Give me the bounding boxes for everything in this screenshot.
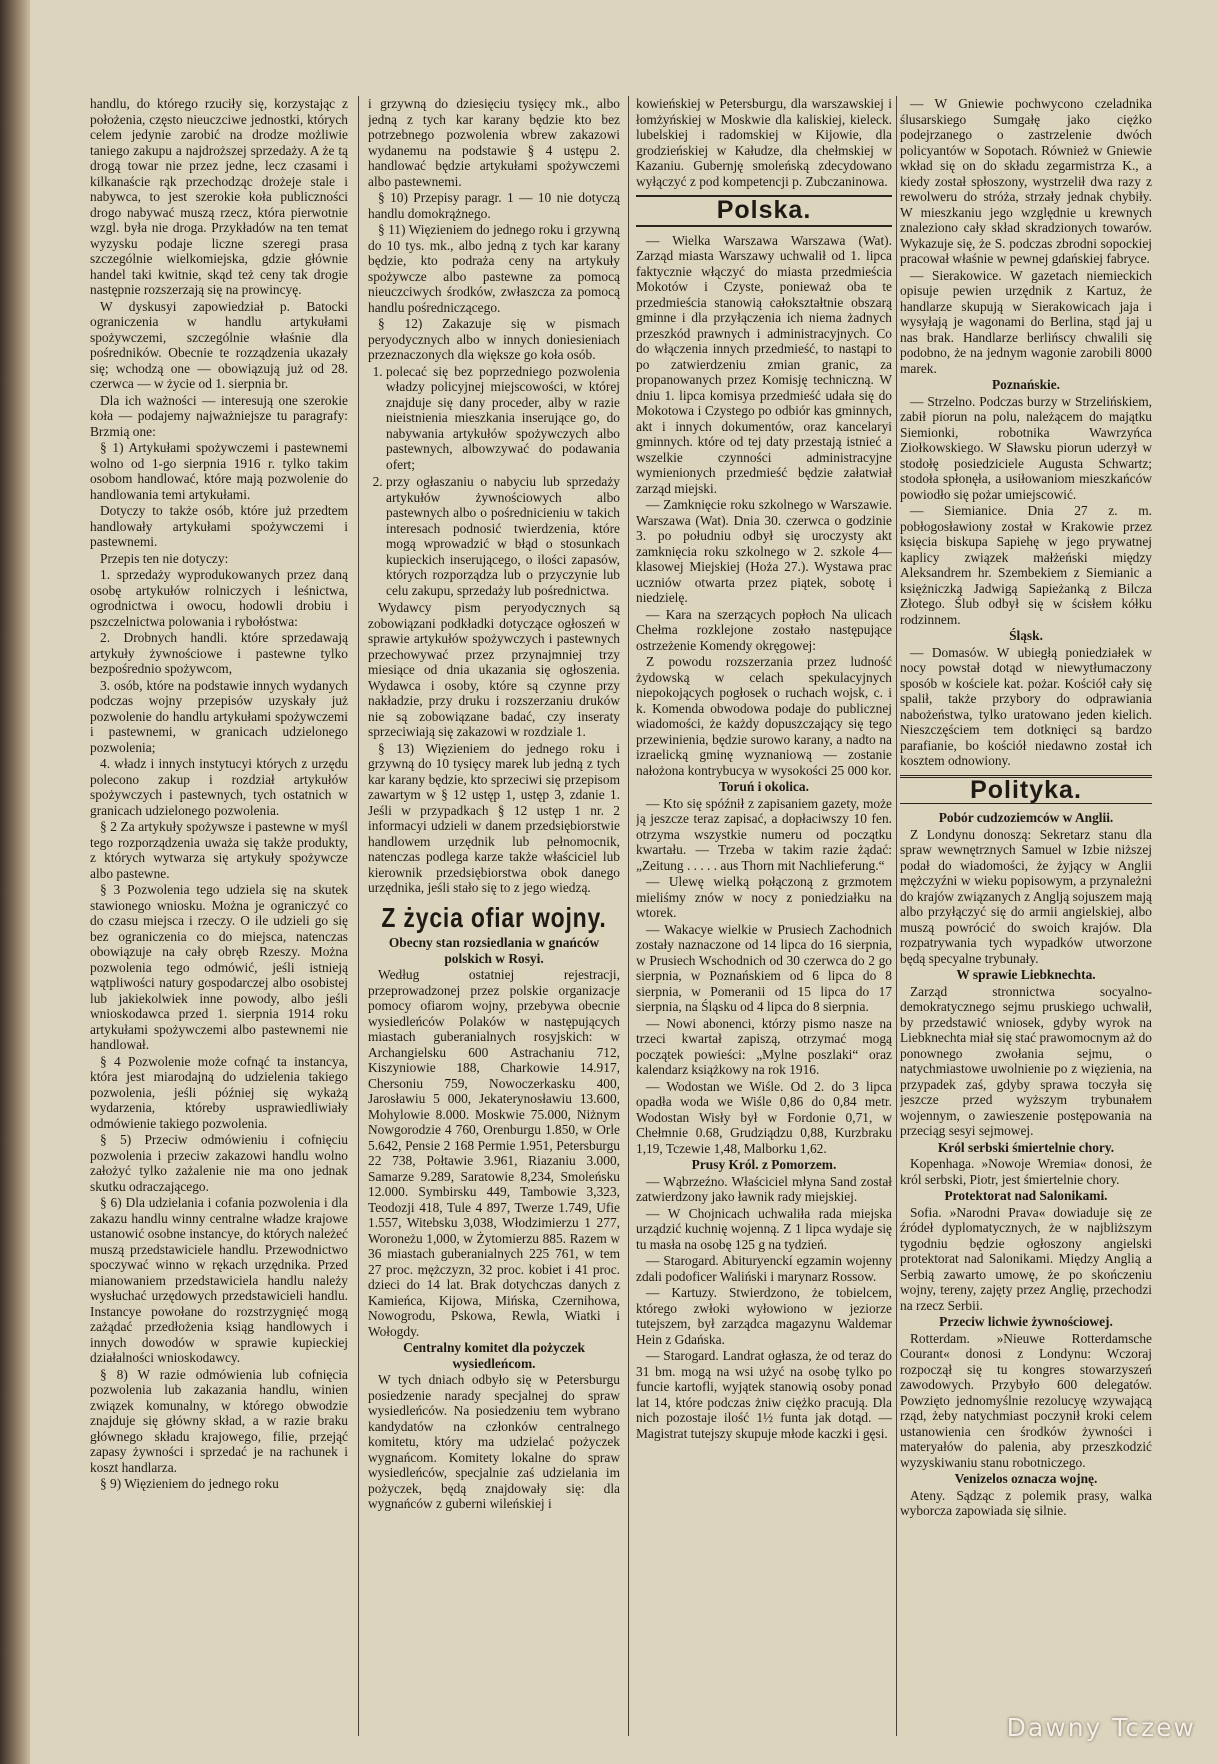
column-1 bbox=[90, 96, 348, 1746]
paragraph: 4. władz i innych instytucyi których z urzędu polecono zakup i rozdział artykułów spożywczych i pastewnych, tych ostatnich w granicach udzielonego pozwolenia. bbox=[90, 756, 348, 818]
article-subheading: Pobór cudzoziemców w Anglii. bbox=[938, 810, 1114, 825]
paragraph: — Kto się spóźnił z zapisaniem gazety, może ją jeszcze teraz zapisać, a dopłaciwszy 10 fen. otrzyma wszystkie numeru od początku kwartału. — Trzeba w takim razie żądać: „Zeitung . . . . . aus Thorn mit Nachlieferung.“ bbox=[636, 795, 892, 873]
article-subheading: Venizelos oznacza wojnę. bbox=[954, 1471, 1098, 1486]
list-item: 1. polecać się bez poprzedniego pozwolenia władzy policyjnej miejscowości, w której znajduje się dany proceder, alby w razie nieistnienia mieszkania inserujące go, do nabywania artykułów spożywczych albo pastewnych, albowzywać do podawania ofert; bbox=[386, 364, 620, 473]
paragraph: kowieńskiej w Petersburgu, dla warszawskiej i łomżyńskiej w Moskwie dla kaliskiej, kieleck. lubelskiej i radomskiej w Kijowie, dla grodzieńskiej w Kałudze, dla chełmskiej w Kazaniu. Gubernję smoleńską zdecydowano wyłączyć z pod kompetencji p. Zubczaninowa. bbox=[636, 96, 892, 189]
paragraph: § 11) Więzieniem do jednego roku i grzywną do 10 tys. mk., albo jedną z tych kar karany będzie, kto podraża ceny na artykuły spożywcze albo pastewne za pomocą nieuczciwych środków, zwłaszcza za pomocą handlu pośredniczącego. bbox=[368, 222, 620, 315]
paragraph: § 13) Więzieniem do jednego roku i grzywną do 10 tysięcy marek lub jedną z tych kar karany będzie, kto sprzeciwi się przepisom zawartym w § 12 ustęp 1, ustęp 3, zdanie 1. Jeśli w przypadkach § 12 ustęp 1 nr. 2 informacyi udzieli w danem przedsiębiorstwie handlowem urzędnik lub pełnomocnik, natenczas podlega karze także właściciel lub kierownik przedsiębiorstwa obok danego urzędnika, jeśli stało się to z jego wiedzą. bbox=[368, 740, 620, 895]
paragraph: Sofia. »Narodni Prava« dowiaduje się ze źródeł dyplomatycznych, że w najbliższym tygodniu będzie ogłoszony angielski protektorat nad Salonikami. Między Anglią a Serbią zawarto umowę, że po skończeniu wojny, tereny, zajęty przez Anglię, przechodzi na rzecz Serbii. bbox=[900, 1204, 1152, 1313]
article-subheading: Król serbski śmiertelnie chory. bbox=[937, 1139, 1115, 1155]
paragraph: — Wielka Warszawa Warszawa (Wat). Zarząd miasta Warszawy uchwalił od 1. lipca faktycznie włączyć do miasta przedmieścia Mokotów i Czyste, ponieważ oba te przedmieścia stanowią całokształtnie obszarą gminne i dla przyłączenia ich niema żadnych przeszkód prawnych i administracyjnych. Co do włączenia innych przedmieść, to nastąpi to po zatwierdzeniu zmian granic, za propanowanych przez Komisję techniczną. W dniu 1. lipca komisya przedmieść udała się do Mokotowa i Czystego po odbiór kas gminnych, akt i innych dokumentów, oraz kancelaryi gminnych. które od tej daty przestają istnieć a wszelkie czynności administracyjne wymienionych przedmieść będzie załatwiał zarząd miejski. bbox=[636, 232, 892, 496]
paragraph: handlu, do którego rzuciły się, korzystając z położenia, często nieuczciwe jednostki, których celem jedynie zarobić na drodze możliwie taniego zakupu a najdroższej sprzedaży. A że tą drogą towar nie przez jedne, lecz czasami i kilkanaście rąk przechodząc drożeje stale i nabywca, to jest szerokie koła publiczności drogo nabywać muszą rzecz, która pierwotnie wzgl. była nie droga. Przykładów na ten temat wyzysku podaje liczne szeregi prasa szczególnie wielkomiejska, gdzie głównie handel taki kwitnie, skąd też ceny tak drogie następnie rozszerzają się na prowincyę. bbox=[90, 96, 348, 297]
paragraph: Kopenhaga. »Nowoje Wremia« donosi, że król serbski, Piotr, jest śmiertelnie chory. bbox=[900, 1156, 1152, 1187]
paragraph: — Strzelno. Podczas burzy w Strzelińskiem, zabił piorun na polu, należącem do majątku Siemionki, robotnika Wawrzyńca Ziołkowskiego. W Sławsku piorun uderzył w stodołę posiedziciele Augusta Schwartz; stodoła spłonęła, a usiłowaniom mieszkańców powiodło się pożar umiejscowić. bbox=[900, 393, 1152, 502]
section-heading-zycia: Z życia ofiar wojny. bbox=[381, 901, 607, 933]
column-4 bbox=[900, 96, 1152, 1746]
paragraph: § 5) Przeciw odmówieniu i cofnięciu pozwolenia i przeciw zakazowi handlu wolno założyć tylko zażalenie nie ma ono jednak skutku odraczającego. bbox=[90, 1132, 348, 1194]
paragraph: Rotterdam. »Nieuwe Rotterdamsche Courant« donosi z Londynu: Wczoraj rozpoczął się tu kongres stowarzyszeń zawodowych. Przybyło 600 delegatów. Powzięto jednomyślnie rezolucyę wzywającą rząd, żeby natychmiast poczynił kroki celem ustanowienia cen środków żywności i materyałów do palenia, aby przeszkodzić wyzyskiwaniu stanu robotniczego. bbox=[900, 1330, 1152, 1470]
paragraph: — Starogard. Abituryenckí egzamin wojenny zdali podoficer Waliński i marynarz Rossow. bbox=[636, 1253, 892, 1284]
paragraph: Ateny. Sądząc z polemik prasy, walka wyborcza zapowiada się silnie. bbox=[900, 1487, 1152, 1518]
paragraph: Przepis ten nie dotyczy: bbox=[100, 550, 229, 566]
section-heading-polska: Polska. bbox=[636, 195, 892, 227]
paragraph: — W Gniewie pochwycono czeladnika ślusarskiego Sumgałę jako ciężko podejrzanego o zastrzelenie dwóch policyantów w Sopotach. Również w Gniewie wkład się on do składu zegarmistrza K., a kiedy został spłoszony, wystrzelił dwa razy z rewolweru do stróża, strzały jednak chybiły. W mieszkaniu jego względnie u krewnych znaleziono cały skład skradzionych towarów. Wykazuje się, że S. podczas zbrodni sopockiej pracował właśnie w pewnej gdańskiej fabryce. bbox=[900, 96, 1152, 266]
paragraph: — Wodostan we Wiśle. Od 2. do 3 lipca opadła woda we Wiśle 0,86 do 0,84 metr. Wodostan Wisły był w Fordonie 0,71, w Chełmnie 0.68, Grudziądzu 0,88, Kurzbraku 1,19, Tczewie 1,48, Malborku 1,62. bbox=[636, 1078, 892, 1156]
paragraph: — Sierakowice. W gazetach niemieckich opisuje pewien urzędnik z Kartuz, że handlarze skupują w Sierakowicach jaja i wysyłają je wagonami do Berlina, stąd jaj u nas brak. Handlarze berlińscy chwalili się podobno, że na jednym wagonie zarobili 8000 marek. bbox=[900, 267, 1152, 376]
region-subheading: Poznańskie. bbox=[991, 377, 1061, 392]
region-subheading: Prusy Król. z Pomorzem. bbox=[691, 1157, 837, 1172]
column-2 bbox=[368, 96, 620, 1746]
paragraph: W dyskusyi zapowiedział p. Batocki ograniczenia w handlu artykułami spożywczemi, szczególnie właśnie dla pośredników. Obecnie te rozządzenia ukazały się; wchodzą one — obowiązują już od 28. czerwca — w życie od 1. sierpnia br. bbox=[90, 298, 348, 391]
paragraph: Zarząd stronnictwa socyalno-demokratycznego sejmu pruskiego uchwalił, by przedstawić wniosek, gdyby wyrok na Liebknechta miał się stać prawomocnym aż do ponownego zwołania sejmu, o natychmiastowe uwolnienie po z więzienia, na przypadek zaś, gdyby sprawa toczyła się jeszcze przed wyższym trybunałem wojennym, o zawieszenie postępowania na przeciąg sesyi sejmowej. bbox=[900, 983, 1152, 1138]
article-subheading: Protektorat nad Salonikami. bbox=[944, 1188, 1108, 1203]
paragraph: — Kara na szerzących popłoch Na ulicach Chełma rozklejone zostało następujące ostrzeżenie Komendy okręgowej: bbox=[636, 606, 892, 653]
paragraph: § 6) Dla udzielania i cofania pozwolenia i dla zakazu handlu winny centralne władze krajowe ustanowić osobne instancye, do których należeć muszą przedstawiciele handlu. Przewodnictwo spoczywać winno w rękach urzędnika. Przed mianowaniem przedstawiciela handlu należy wysłuchać urzędowych przedstawicieli handlu. Instancye powołane do rozstrzygnięć mogą zażądać przedłożenia ksiąg handlowych i innych dowodów w sprawie kupieckiej działalności wnioskodawcy. bbox=[90, 1195, 348, 1365]
paragraph: Według ostatniej rejestracji, przeprowadzonej przez polskie organizacje pomocy ofiarom wojny, przebywa obecnie wysiedleńców Polaków w następujących miastach guberanialnych rosyjskich: w Archangielsku 600 Astrachaniu 712, Kiszyniowie 188, Charkowie 14.917, Chersoniu 759, Nowoczerkasku 400, Jarosławiu 5 000, Jekaterynosławiu 13.600, Mohylowie 8.000. Moskwie 75.000, Niżnym Nowgorodzie 4 760, Orenburgu 1.850, w Orle 5.642, Pensie 2 168 Permie 1.951, Petersburgu 22 738, Połtawie 3.961, Riazaniu 3.000, Samarze 9.289, Saratowie 8,234, Smoleńsku 12.000. Symbirsku 449, Tambowie 3,323, Teodozji 418, Tule 4 897, Twerze 1.749, Ufie 1.557, Witebsku 3,038, Włodzimierzu 1 277, Woroneżu 1,000, w Żytomierzu 885. Razem w 36 miastach guberanialnych 225 761, w tem 27 proc. mężczyzn, 32 proc. kobiet i 41 proc. dzieci do 14 lat. Brak dotychczas danych z Kamieńca, Kijowa, Mińska, Czernihowa, Nowogrodu, Pskowa, Rewla, Wiatki i Wołogdy. bbox=[368, 967, 620, 1339]
paragraph: — Ulewę wielką połączoną z grzmotem mieliśmy znów w nocy z poniedziałku na wtorek. bbox=[636, 874, 892, 920]
paragraph: — Wakacye wielkie w Prusiech Zachodnich zostały naznaczone od 14 lipca do 16 sierpnia, w Prusiech Wschodnich od 30 czerwca do 2 go sierpnia, w Poznańskiem od 6 lipca do 8 sierpnia, w Pomeranii od 15 lipca do 17 sierpnia, na Śląsku od 4 lipca do 8 sierpnia. bbox=[636, 921, 892, 1014]
page-binding bbox=[0, 0, 30, 1764]
region-subheading: Śląsk. bbox=[1009, 628, 1043, 643]
paragraph: § 10) Przepisy paragr. 1 — 10 nie dotyczą handlu domokrążnego. bbox=[368, 190, 620, 221]
column-divider bbox=[896, 96, 897, 1736]
column-3 bbox=[636, 96, 892, 1746]
paragraph: Z Londynu donoszą: Sekretarz stanu dla spraw wewnętrznych Samuel w Izbie niższej podał do wiadomości, że żyjący w Anglii mężczyźni w wieku popisowym, a przynależni do krajów związanych z Anglją sojuszem mają albo przyłączyć się do armii angielskiej, albo muszą powrócić do swoich krajów. Dla rozpatrywania tych wypadków utworzone będą specyalne trybunały. bbox=[900, 826, 1152, 966]
paragraph: § 4 Pozwolenie może cofnąć ta instancya, która jest miarodajną do udzielenia takiego pozwolenia, jeśli później się wykażą wydarzenia, któreby usprawiedliwiały odmówienie takiego pozwolenia. bbox=[90, 1053, 348, 1131]
paragraph: § 3 Pozwolenia tego udziela się na skutek stawionego wniosku. Można je ograniczyć co do czasu miejsca i rzeczy. O ile udzieli go się bez ograniczenia co do miejsca, natenczas obowiązuje na cały obręb Rzeszy. Można pozwolenia tego odmówić, jeśli istnieją wątpliwości natury gospodarczej albo osobistej lub jakiekolwiek inne powody, albo jeśli wnioskodawca przed 1. sierpnia 1914 roku artykułami spożywczemi albo pastewnemi nie handlował. bbox=[90, 882, 348, 1052]
article-subheading: Centralny komitet dla pożyczek wysiedleńcom. bbox=[403, 1340, 585, 1371]
paragraph: § 2 Za artykuły spożywsze i pastewne w myśl tego rozporządzenia uważa się także produkty, z których wytwarza się artykuły spożywcze albo pastewne. bbox=[90, 819, 348, 881]
watermark-text: Dawny Tczew bbox=[1006, 1713, 1196, 1742]
paragraph: Z powodu rozszerzania przez ludność żydowską w celach spekulacyjnych niepokojących pogłosek o ruchach wojsk, c. i k. Komenda obwodowa podaje do publicznej wiadomości, że każdy dopuszczający się tego przewinienia, będzie surowo karany, a nadto na izraelicką gminę wyznaniową — zostanie nałożona kontrybucya w wysokości 25 000 kor. bbox=[636, 654, 892, 778]
paragraph: — Kartuzy. Stwierdzono, że tobielcem, którego zwłoki wyłowiono w jeziorze tutejszem, był zarządca magazynu Waldemar Hein z Gdańska. bbox=[636, 1285, 892, 1347]
paragraph: — Wąbrzeźno. Właściciel młyna Sand został zatwierdzony jako ławnik rady miejskiej. bbox=[636, 1173, 892, 1204]
paragraph: 2. Drobnych handli. które sprzedawają artykuły żywnościowe i pastewne tylko bezpośrednio spożywcom, bbox=[90, 630, 348, 676]
article-subheading: Obecny stan rozsiedlania w gnańców polskich w Rosyi. bbox=[388, 935, 600, 966]
paragraph: W tych dniach odbyło się w Petersburgu posiedzenie narady specjalnej do spraw wysiedleńców. Na posiedzeniu tem wybrano kandydatów na członków centralnego komitetu, który ma udzielać pożyczek wygnańcom. Komitety lokalne do spraw wysiedleńców, specjalnie zaś udzielania im pożyczek, będą znajdowały się: dla wygnańców z guberni wileńskiej i bbox=[368, 1372, 620, 1511]
paragraph: — Starogard. Landrat ogłasza, że od teraz do 31 bm. mogą na wsi użyć na osobę tylko po funcie kartofli, wyjątek stanowią osoby ponad lat 14, które podczas żniw ciężko pracują. Dla nich pozostaje ilość 1½ funta jak dotąd. — Magistrat tutejszy skupuje młode kaczki i gęsi. bbox=[636, 1348, 892, 1441]
paragraph: § 1) Artykułami spożywczemi i pastewnemi wolno od 1-go sierpnia 1916 r. tylko takim osobom handlować, które mają pozwolenie do handlowania temi artykułami. bbox=[90, 440, 348, 502]
paragraph: § 12) Zakazuje się w pismach peryodycznych albo w innych doniesieniach przeznaczonych dla większe go koła osób. bbox=[368, 316, 620, 362]
section-heading-polityka: Polityka. bbox=[900, 775, 1152, 805]
paragraph: Dotyczy to także osób, które już przedtem handlowały artykułami spożywczemi i pastewnemi. bbox=[90, 503, 348, 549]
paragraph: — W Chojnicach uchwaliła rada miejska urządzić kuchnię wojenną. Z 1 lipca wydaje się tu masła na osobę 125 g na tydzień. bbox=[636, 1205, 892, 1252]
column-divider bbox=[358, 96, 359, 1736]
paragraph: — Zamknięcie roku szkolnego w Warszawie. Warszawa (Wat). Dnia 30. czerwca o godzinie 3. po południu odbył się uroczysty akt zamknięcia roku szkolnego w 2. szkole 4—klasowej Miejskiej (Hoża 27.). Wystawa prac uczniów otwarta przez piątek, sobotę i niedzielę. bbox=[636, 497, 892, 605]
column-divider bbox=[628, 96, 629, 1736]
paragraph: i grzywną do dziesięciu tysięcy mk., albo jedną z tych kar karany będzie kto bez potrzebnego pozwolenia wbrew zakazowi wydanemu na podstawie § 4 ustępu 2. handlować będzie artykułami spożywczemi albo pastewnemi. bbox=[368, 96, 620, 189]
article-subheading: Przeciw lichwie żywnościowej. bbox=[939, 1314, 1113, 1329]
paragraph: Dla ich ważności — interesują one szerokie koła — podajemy najważniejsze tu paragrafy: Brzmią one: bbox=[90, 392, 348, 439]
prohibition-list bbox=[368, 364, 620, 599]
paragraph: — Domasów. W ubiegłą poniedziałek w nocy powstał dotąd w niewytłumaczony sposób w kościele kat. pożar. Kościół cały się spalił, także przybory do odprawiania nabożeństwa, tylko uratowano jeden kielich. Nieszczęściem tem dotknięci są bardzo parafianie, bo kościół niedawno został ich kosztem odnowiony. bbox=[900, 644, 1152, 768]
article-subheading: W sprawie Liebknechta. bbox=[956, 967, 1096, 982]
paragraph: 1. sprzedaży wyprodukowanych przez daną osobę artykułów rolniczych i leśnictwa, ogrodnictwa i owocu, hodowli drobiu i pszczelnictwa polowania i rybołóstwa: bbox=[90, 567, 348, 629]
region-subheading: Toruń i okolica. bbox=[719, 779, 809, 794]
paragraph: § 8) W razie odmówienia lub cofnięcia pozwolenia lub zakazania handlu, winien związek komunalny, w którego obwodzie znajduje się główny skład, a w razie braku głównego składu krajowego, filie, przejąć zapasy żywności i sprzedać je na rachunek i koszt handlarza. bbox=[90, 1366, 348, 1475]
paragraph: Wydawcy pism peryodycznych są zobowiązani podkładki dotyczące ogłoszeń w sprawie artykułów spożywczych i pastewnych przechowywać przez przynajmniej trzy miesiące od dnia ukazania się ogłoszenia. Wydawca i osoby, które są czynne przy nakładzie, przy druku i rozszerzaniu druków nie są zobowiązane badać, czy inseraty sprzeciwiają się zakazowi w rozdziale 1. bbox=[368, 600, 620, 739]
paragraph: — Nowi abonenci, którzy pismo nasze na trzeci kwartał zapiszą, otrzymać mogą początek powieści: „Mylne poszlaki“ oraz kalendarz książkowy na rok 1916. bbox=[636, 1015, 892, 1077]
paragraph: 3. osób, które na podstawie innych wydanych podczas wojny przepisów uzyskały już pozwolenie do handlu artykułami spożywczemi i pastewnemi, w granicach udzielonego pozwolenia; bbox=[90, 677, 348, 755]
paragraph: § 9) Więzieniem do jednego roku bbox=[100, 1476, 279, 1491]
paragraph: — Siemianice. Dnia 27 z. m. pobłogosławiony został w Krakowie przez księcia biskupa Sapiehę w jego prywatnej kaplicy związek małżeński między Aleksandrem hr. Szembekiem z Siemianic a księżniczką Jadwigą Sapieżanką z Bilcza Złotego. Ślub odbył się w ścisłem kółku rodzinnem. bbox=[900, 503, 1152, 627]
list-item: 2. przy ogłaszaniu o nabyciu lub sprzedaży artykułów żywnościowych albo pastewnych albo o pośrednicieniu w takich interesach podnosić twierdzenia, które mogą wprowadzić w błąd o stosunkach kupieckich inserującego, o ilości zapasów, których rozporządza lub o przyczynie lub celu zakupu, sprzedaży lub pośrednictwa. bbox=[386, 474, 620, 598]
